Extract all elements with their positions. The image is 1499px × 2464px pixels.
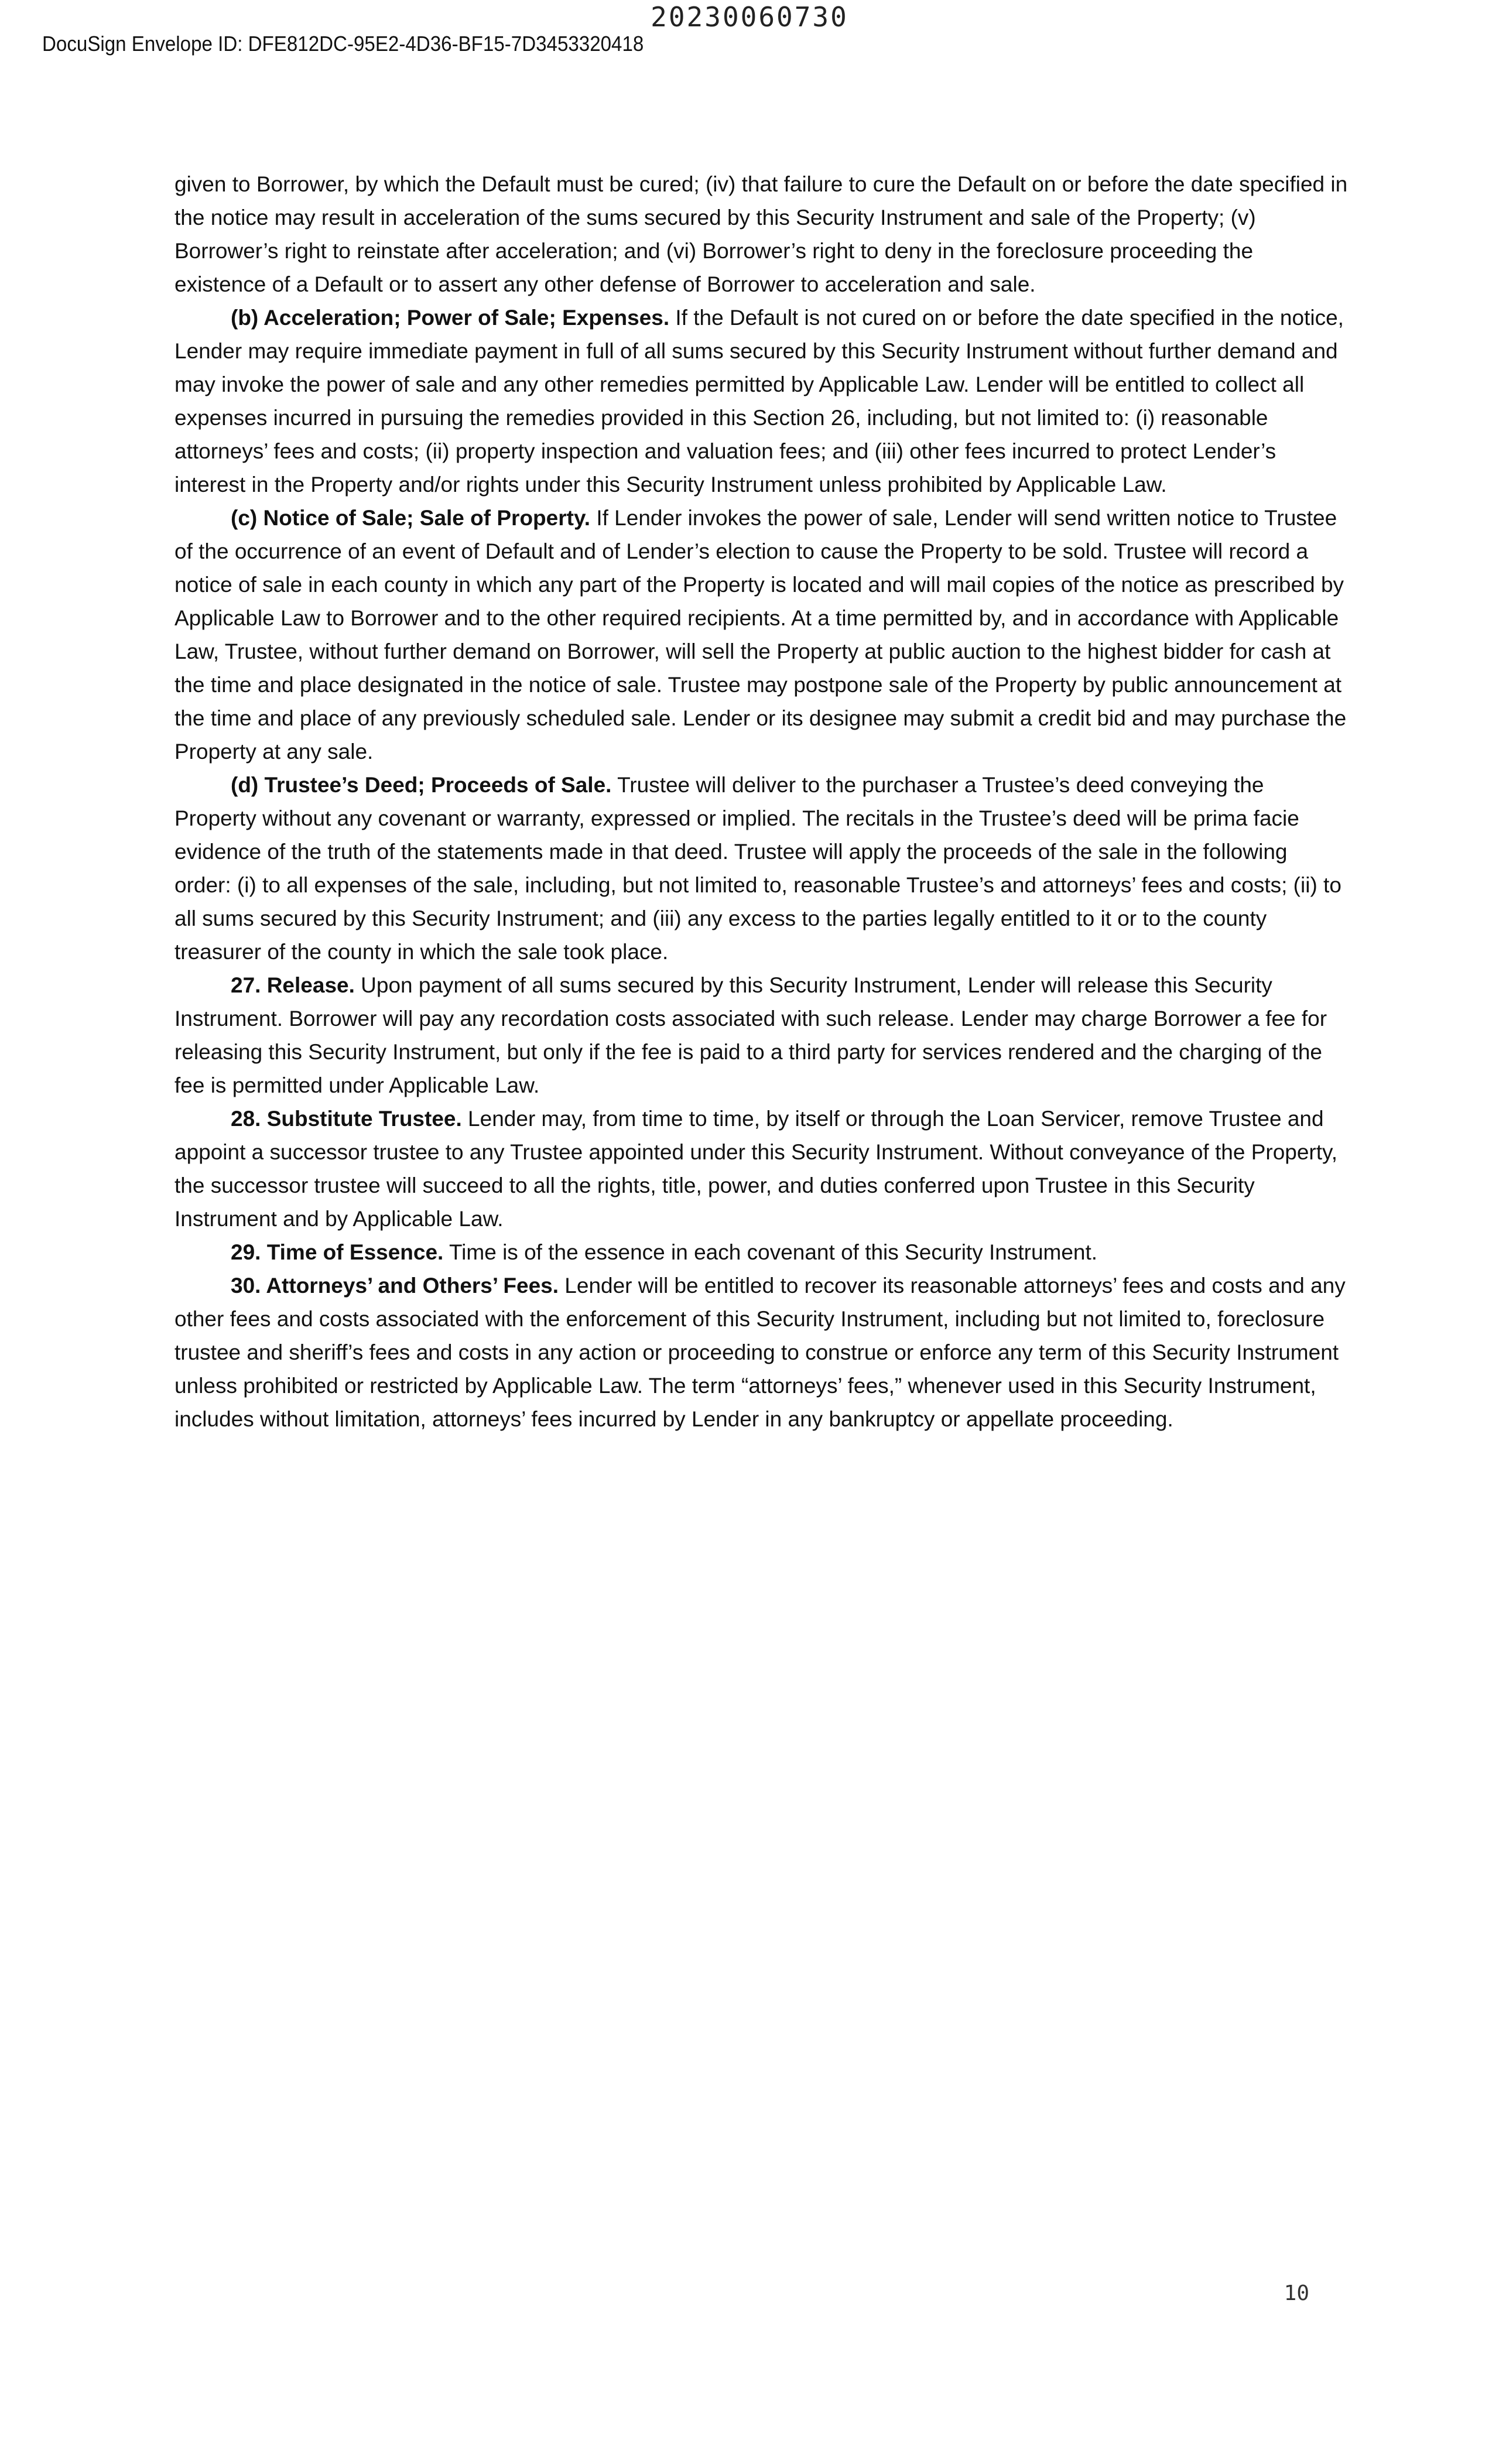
paragraph-heading: 29. Time of Essence.: [231, 1240, 444, 1264]
paragraph-continuation: [174, 167, 1348, 301]
page-number: 10: [1284, 2281, 1309, 2305]
document-body: [174, 167, 1348, 1436]
paragraph-heading: (d) Trustee’s Deed; Proceeds of Sale.: [231, 773, 612, 797]
paragraph-text: given to Borrower, by which the Default must be cured; (iv) that failure to cure the Default on or before the date specified in the notice may result in acceleration of the sums secured by this Security Instrument and sale of the Property; (v) Borrower’s right to reinstate after acceleration; and (vi) Borrower’s right to deny in the foreclosure proceeding the existence of a Default or to assert any other defense of Borrower to acceleration and sale.: [174, 172, 1348, 296]
paragraph-text: Upon payment of all sums secured by this Security Instrument, Lender will release this Security Instrument. Borrower will pay any recordation costs associated with such release. Lender may charge Borrower a fee for releasing this Security Instrument, but only if the fee is paid to a third party for services rendered and the charging of the fee is permitted under Applicable Law.: [174, 973, 1327, 1097]
paragraph-heading: 28. Substitute Trustee.: [231, 1107, 462, 1131]
paragraph-attorneys-fees: [174, 1269, 1348, 1436]
paragraph-heading: 30. Attorneys’ and Others’ Fees.: [231, 1274, 559, 1298]
record-number: 20230060730: [651, 1, 848, 33]
paragraph-heading: (b) Acceleration; Power of Sale; Expenses.: [231, 306, 670, 330]
paragraph-time-of-essence: [174, 1236, 1348, 1269]
docusign-envelope-id: DocuSign Envelope ID: DFE812DC-95E2-4D36-BF15-7D3453320418: [42, 32, 644, 56]
paragraph-text: Lender may, from time to time, by itself or through the Loan Servicer, remove Trustee and appoint a successor trustee to any Trustee appointed under this Security Instrument. Without conveyance of the Property, the successor trustee will succeed to all the rights, title, power, and duties conferred upon Trustee in this Security Instrument and by Applicable Law.: [174, 1107, 1338, 1231]
paragraph-substitute-trustee: [174, 1102, 1348, 1236]
paragraph-trustees-deed: [174, 768, 1348, 969]
paragraph-text: If the Default is not cured on or before the date specified in the notice, Lender may require immediate payment in full of all sums secured by this Security Instrument without further demand and may invoke the power of sale and any other remedies permitted by Applicable Law. Lender will be entitled to collect all expenses incurred in pursuing the remedies provided in this Section 26, including, but not limited to: (i) reasonable attorneys’ fees and costs; (ii) property inspection and valuation fees; and (iii) other fees incurred to protect Lender’s interest in the Property and/or rights under this Security Instrument unless prohibited by Applicable Law.: [174, 306, 1344, 497]
paragraph-text: If Lender invokes the power of sale, Lender will send written notice to Trustee of the occurrence of an event of Default and of Lender’s election to cause the Property to be sold. Trustee will record a notice of sale in each county in which any part of the Property is located and will mail copies of the notice as prescribed by Applicable Law to Borrower and to the other required recipients. At a time permitted by, and in accordance with Applicable Law, Trustee, without further demand on Borrower, will sell the Property at public auction to the highest bidder for cash at the time and place designated in the notice of sale. Trustee may postpone sale of the Property by public announcement at the time and place of any previously scheduled sale. Lender or its designee may submit a credit bid and may purchase the Property at any sale.: [174, 506, 1347, 764]
paragraph-text: Time is of the essence in each covenant of this Security Instrument.: [443, 1240, 1098, 1264]
paragraph-notice-of-sale: [174, 501, 1348, 768]
paragraph-text: Trustee will deliver to the purchaser a Trustee’s deed conveying the Property without any covenant or warranty, expressed or implied. The recitals in the Trustee’s deed will be prima facie evidence of the truth of the statements made in that deed. Trustee will apply the proceeds of the sale in the following order: (i) to all expenses of the sale, including, but not limited to, reasonable Trustee’s and attorneys’ fees and costs; (ii) to all sums secured by this Security Instrument; and (iii) any excess to the parties legally entitled to it or to the county treasurer of the county in which the sale took place.: [174, 773, 1341, 964]
paragraph-heading: (c) Notice of Sale; Sale of Property.: [231, 506, 591, 530]
paragraph-text: Lender will be entitled to recover its reasonable attorneys’ fees and costs and any other fees and costs associated with the enforcement of this Security Instrument, including but not limited to, foreclosure trustee and sheriff’s fees and costs in any action or proceeding to construe or enforce any term of this Security Instrument unless prohibited or restricted by Applicable Law. The term “attorneys’ fees,” whenever used in this Security Instrument, includes without limitation, attorneys’ fees incurred by Lender in any bankruptcy or appellate proceeding.: [174, 1274, 1346, 1431]
paragraph-heading: 27. Release.: [231, 973, 355, 997]
paragraph-release: [174, 969, 1348, 1102]
paragraph-acceleration: [174, 301, 1348, 501]
